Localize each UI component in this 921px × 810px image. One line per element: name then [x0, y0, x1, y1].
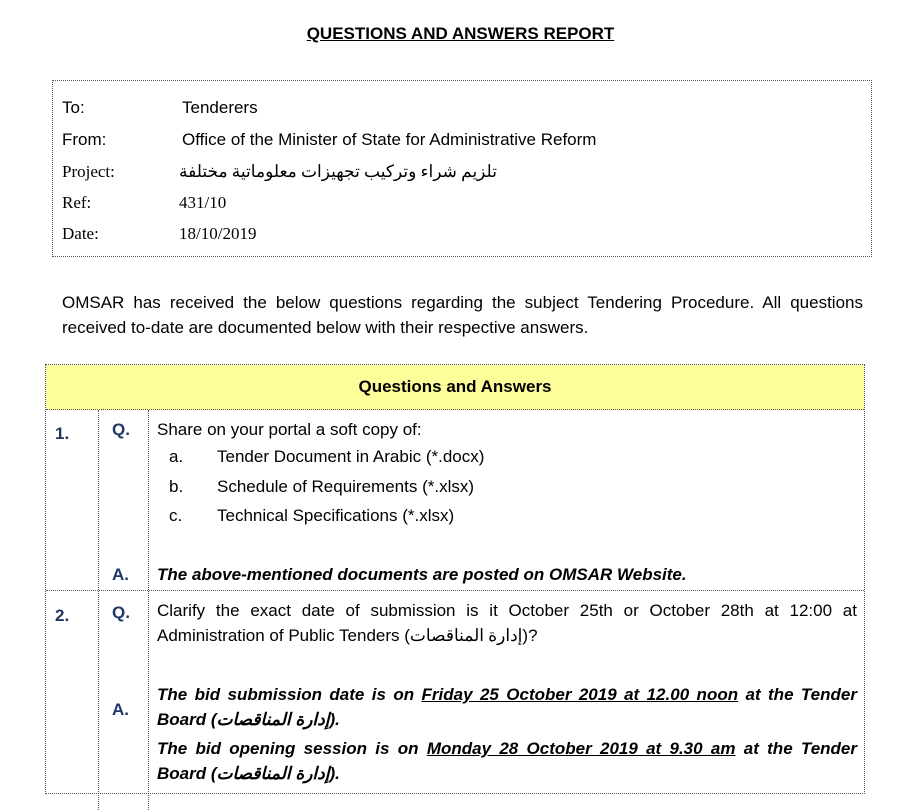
from-value: Office of the Minister of State for Administrative Reform [182, 130, 597, 149]
date-label: Date: [62, 224, 99, 243]
answer-text: The bid submission date is on Friday 25 October 2019 at 12.00 noon at the Tender Board (إدارة المناقصات). [157, 685, 857, 729]
question-label: Q. [112, 603, 130, 622]
answer-label: A. [112, 565, 129, 584]
answer-text: The bid opening session is on Monday 28 October 2019 at 9.30 am at the Tender Board (إدارة المناقصات). [157, 739, 857, 783]
column-divider [148, 410, 149, 810]
list-marker: b. [169, 477, 184, 496]
list-marker: c. [169, 506, 183, 525]
to-label: To: [62, 98, 85, 117]
row-divider [46, 590, 864, 591]
qa-header: Questions and Answers [46, 365, 864, 410]
info-box [52, 80, 872, 257]
question-text: Share on your portal a soft copy of: [157, 420, 422, 439]
item-number: 1. [55, 424, 70, 443]
list-text: Schedule of Requirements (*.xlsx) [217, 477, 475, 496]
answer-label: A. [112, 700, 129, 719]
question-label: Q. [112, 420, 130, 439]
list-text: Technical Specifications (*.xlsx) [217, 506, 455, 525]
answer-text: The above-mentioned documents are posted on OMSAR Website. [157, 565, 687, 584]
date-value: 18/10/2019 [179, 224, 257, 243]
column-divider [98, 410, 99, 810]
ref-label: Ref: [62, 193, 92, 212]
project-label: Project: [62, 162, 115, 181]
from-label: From: [62, 130, 107, 149]
ref-value: 431/10 [179, 193, 227, 212]
project-value: تلزيم شراء وتركيب تجهيزات معلوماتية مختلفة [179, 162, 497, 181]
list-text: Tender Document in Arabic (*.docx) [217, 447, 485, 466]
list-marker: a. [169, 447, 184, 466]
item-number: 2. [55, 606, 70, 625]
intro-paragraph: OMSAR has received the below questions regarding the subject Tendering Procedure. All questions received to-date are documented below with their respective answers. [62, 293, 863, 337]
question-text: Clarify the exact date of submission is it October 25th or October 28th at 12:00 at Administration of Public Tenders (إدارة المناقصات)? [157, 601, 857, 645]
qa-table [45, 364, 865, 794]
report-title: QUESTIONS AND ANSWERS REPORT [306, 24, 615, 43]
to-value: Tenderers [182, 98, 258, 117]
